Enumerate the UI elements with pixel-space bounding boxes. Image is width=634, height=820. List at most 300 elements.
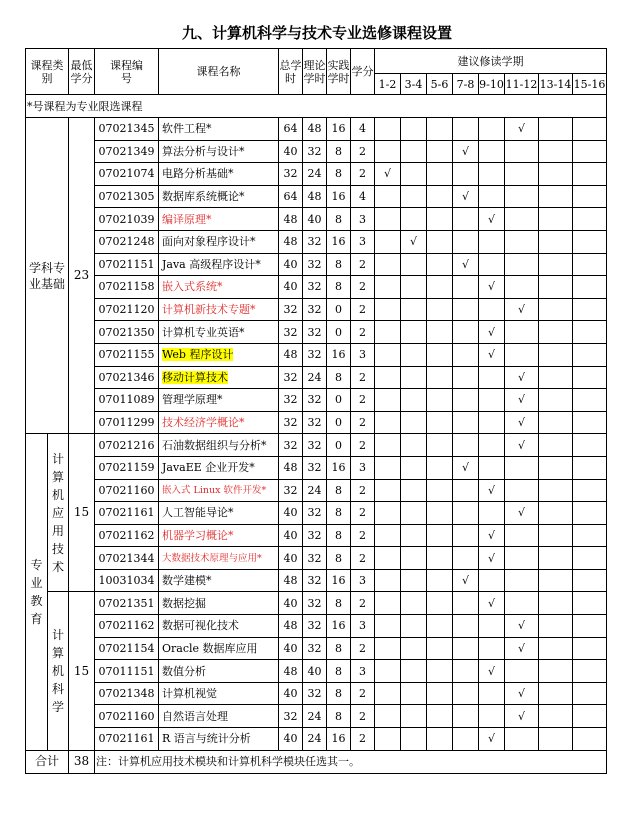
course-name: 技术经济学概论* [162,416,245,430]
course-name-cell [159,163,279,186]
semester-cell [573,253,607,276]
table-row [26,592,607,615]
semester-cell [573,660,607,683]
course-name: 计算机专业英语* [162,325,245,339]
theory-hours: 32 [303,140,327,163]
semester-cell [573,366,607,389]
theory-hours: 32 [303,456,327,479]
semester-cell [375,185,401,208]
total-hours: 32 [279,434,303,457]
check-mark-icon: √ [487,280,495,294]
semester-cell [573,321,607,344]
semester-cell [375,615,401,638]
check-mark-icon: √ [383,167,391,181]
theory-hours: 32 [303,592,327,615]
semester-cell [539,298,573,321]
course-name: 移动计算技术 [162,370,228,384]
semester-cell [539,208,573,231]
semester-cell [375,411,401,434]
practice-hours: 8 [327,682,351,705]
course-name: Java 高级程序设计* [162,257,261,271]
total-hours: 32 [279,321,303,344]
semester-cell [427,705,453,728]
check-mark-icon: √ [487,528,495,542]
course-name-cell [159,366,279,389]
semester-cell [401,411,427,434]
semester-cell [375,682,401,705]
semester-cell [479,230,505,253]
semester-cell [427,253,453,276]
course-name-cell [159,569,279,592]
semester-cell [479,637,505,660]
theory-hours: 24 [303,163,327,186]
semester-cell [427,230,453,253]
semester-cell [505,682,539,705]
semester-cell [539,253,573,276]
semester-cell [375,547,401,570]
course-code: 07021155 [95,343,159,366]
semester-cell [401,253,427,276]
table-row [26,276,607,299]
semester-cell [573,276,607,299]
semester-cell [573,637,607,660]
semester-cell [427,547,453,570]
semester-cell [539,140,573,163]
semester-cell [505,637,539,660]
table-row [26,163,607,186]
course-name: 机器学习概论* [162,528,234,542]
course-code: 07021074 [95,163,159,186]
course-name-cell [159,208,279,231]
semester-cell [401,389,427,412]
category-label: 学科专业基础 [28,260,65,291]
course-name: R 语言与统计分析 [162,732,251,746]
semester-cell [401,682,427,705]
total-note: 注：计算机应用技术模块和计算机科学模块任选其一。 [95,750,607,773]
semester-cell [539,524,573,547]
course-name-cell [159,728,279,751]
credit-value: 2 [351,140,375,163]
min-credit-cell: 15 [69,434,95,592]
semester-cell [401,276,427,299]
semester-cell [505,140,539,163]
total-hours: 48 [279,660,303,683]
semester-cell [479,389,505,412]
theory-hours: 32 [303,411,327,434]
semester-cell [505,253,539,276]
semester-cell [505,411,539,434]
credit-value: 2 [351,389,375,412]
semester-cell [505,321,539,344]
semester-cell [453,569,479,592]
check-mark-icon: √ [517,687,525,701]
course-code: 07021305 [95,185,159,208]
course-code: 07021162 [95,524,159,547]
semester-cell [401,592,427,615]
credit-value: 2 [351,163,375,186]
check-mark-icon: √ [409,235,417,249]
total-hours: 32 [279,389,303,412]
check-mark-icon: √ [517,393,525,407]
credit-value: 2 [351,253,375,276]
credit-value: 2 [351,728,375,751]
semester-cell [401,434,427,457]
credit-value: 2 [351,366,375,389]
semester-cell [573,118,607,141]
semester-cell [453,637,479,660]
table-row [26,479,607,502]
table-row [26,118,607,141]
semester-cell [479,343,505,366]
check-mark-icon: √ [461,257,469,271]
semester-cell [505,456,539,479]
semester-cell [427,343,453,366]
theory-hours: 32 [303,343,327,366]
course-code: 07021344 [95,547,159,570]
total-hours: 40 [279,524,303,547]
semester-cell [505,524,539,547]
semester-cell [539,230,573,253]
practice-hours: 8 [327,637,351,660]
semester-cell [453,479,479,502]
course-name-cell [159,140,279,163]
credit-value: 2 [351,682,375,705]
semester-cell [505,163,539,186]
header-credits: 学分 [351,49,375,95]
practice-hours: 8 [327,366,351,389]
course-name-cell [159,230,279,253]
theory-hours: 32 [303,682,327,705]
semester-cell [401,230,427,253]
course-name-cell [159,592,279,615]
semester-cell [453,682,479,705]
course-name-cell [159,389,279,412]
practice-hours: 0 [327,434,351,457]
semester-cell [427,434,453,457]
course-name: 数据库系统概论* [162,190,245,204]
course-code: 07021248 [95,230,159,253]
course-name: 数据挖掘 [162,596,206,610]
semester-cell [505,118,539,141]
header-semester: 3-4 [401,74,427,95]
semester-cell [401,298,427,321]
table-row [26,705,607,728]
course-name: 数学建模* [162,574,212,588]
table-row [26,321,607,344]
semester-cell [453,434,479,457]
course-code: 07011299 [95,411,159,434]
practice-hours: 16 [327,456,351,479]
semester-cell [573,208,607,231]
total-hours: 40 [279,682,303,705]
course-name-cell [159,434,279,457]
course-code: 07011089 [95,389,159,412]
check-mark-icon: √ [461,144,469,158]
course-name: JavaEE 企业开发* [162,461,255,475]
semester-cell [401,208,427,231]
semester-cell [453,276,479,299]
practice-hours: 8 [327,524,351,547]
course-name-cell [159,479,279,502]
header-name: 课程名称 [159,49,279,95]
course-name: 大数据技术原理与应用* [162,553,262,565]
total-hours: 48 [279,230,303,253]
semester-cell [375,321,401,344]
table-row [26,660,607,683]
semester-cell [479,569,505,592]
total-hours: 64 [279,118,303,141]
course-name: 编译原理* [162,212,212,226]
course-name: 人工智能导论* [162,506,234,520]
semester-cell [375,140,401,163]
table-row [26,389,607,412]
semester-cell [505,660,539,683]
check-mark-icon: √ [517,619,525,633]
practice-hours: 16 [327,185,351,208]
semester-cell [479,547,505,570]
semester-cell [539,185,573,208]
semester-cell [505,547,539,570]
semester-cell [539,705,573,728]
credit-value: 2 [351,637,375,660]
course-code: 07021162 [95,615,159,638]
practice-hours: 16 [327,230,351,253]
semester-cell [539,615,573,638]
min-credit-cell: 15 [69,592,95,750]
semester-cell [401,479,427,502]
credit-value: 2 [351,705,375,728]
practice-hours: 8 [327,140,351,163]
practice-hours: 0 [327,321,351,344]
semester-cell [479,253,505,276]
course-code: 07021161 [95,728,159,751]
course-name: Oracle 数据库应用 [162,641,258,655]
semester-cell [427,660,453,683]
course-name-cell [159,185,279,208]
practice-hours: 0 [327,389,351,412]
semester-cell [401,728,427,751]
course-name: 计算机视觉 [162,687,217,701]
semester-cell [573,592,607,615]
table-row [26,298,607,321]
total-hours: 40 [279,276,303,299]
category-cell [26,434,48,750]
semester-cell [505,389,539,412]
semester-cell [505,298,539,321]
practice-hours: 8 [327,253,351,276]
semester-cell [505,343,539,366]
semester-cell [427,298,453,321]
course-code: 07021345 [95,118,159,141]
semester-cell [573,547,607,570]
course-name-cell [159,705,279,728]
check-mark-icon: √ [487,325,495,339]
check-mark-icon: √ [487,551,495,565]
course-code: 07021349 [95,140,159,163]
semester-cell [539,592,573,615]
semester-cell [539,366,573,389]
credit-value: 2 [351,547,375,570]
course-code: 07021160 [95,705,159,728]
semester-cell [479,479,505,502]
semester-cell [453,524,479,547]
semester-cell [427,682,453,705]
credit-value: 3 [351,343,375,366]
semester-cell [401,321,427,344]
semester-cell [375,163,401,186]
semester-cell [427,502,453,525]
semester-cell [479,660,505,683]
total-hours: 32 [279,705,303,728]
course-name-cell [159,118,279,141]
check-mark-icon: √ [487,212,495,226]
check-mark-icon: √ [517,438,525,452]
semester-cell [401,637,427,660]
semester-cell [573,728,607,751]
semester-cell [539,411,573,434]
semester-cell [573,682,607,705]
table-row [26,524,607,547]
semester-cell [479,728,505,751]
table-row [26,569,607,592]
course-name: Web 程序设计 [162,348,234,362]
semester-cell [375,230,401,253]
semester-cell [505,479,539,502]
semester-cell [539,637,573,660]
semester-cell [453,660,479,683]
theory-hours: 32 [303,434,327,457]
table-row [26,502,607,525]
semester-cell [375,276,401,299]
total-hours: 48 [279,456,303,479]
check-mark-icon: √ [517,506,525,520]
note-text: *号课程为专业限选课程 [26,95,607,118]
semester-cell [573,389,607,412]
semester-cell [401,502,427,525]
total-hours: 32 [279,411,303,434]
table-row [26,411,607,434]
check-mark-icon: √ [487,348,495,362]
header-semester: 7-8 [453,74,479,95]
semester-cell [505,230,539,253]
credit-value: 3 [351,660,375,683]
theory-hours: 32 [303,615,327,638]
credit-value: 2 [351,276,375,299]
course-name-cell [159,321,279,344]
semester-cell [573,343,607,366]
theory-hours: 32 [303,547,327,570]
semester-cell [453,705,479,728]
table-row [26,547,607,570]
semester-cell [401,163,427,186]
course-name-cell [159,637,279,660]
total-hours: 64 [279,185,303,208]
semester-cell [573,479,607,502]
min-credit-cell: 23 [69,118,95,434]
semester-cell [539,276,573,299]
course-code: 07021160 [95,479,159,502]
semester-cell [375,660,401,683]
semester-cell [539,456,573,479]
credit-value: 3 [351,456,375,479]
check-mark-icon: √ [517,303,525,317]
semester-cell [539,118,573,141]
semester-cell [479,615,505,638]
semester-cell [375,366,401,389]
semester-cell [479,502,505,525]
semester-cell [375,208,401,231]
theory-hours: 48 [303,118,327,141]
practice-hours: 8 [327,705,351,728]
check-mark-icon: √ [461,574,469,588]
module-cell [48,434,69,592]
course-name-cell [159,660,279,683]
semester-cell [375,434,401,457]
table-row [26,366,607,389]
semester-cell [505,569,539,592]
total-hours: 40 [279,253,303,276]
semester-cell [401,615,427,638]
practice-hours: 16 [327,728,351,751]
semester-cell [539,321,573,344]
semester-cell [401,569,427,592]
semester-cell [479,682,505,705]
total-hours: 40 [279,637,303,660]
table-row [26,185,607,208]
theory-hours: 32 [303,298,327,321]
module-cell [48,592,69,750]
semester-cell [375,118,401,141]
semester-cell [453,389,479,412]
course-code: 07021346 [95,366,159,389]
theory-hours: 32 [303,253,327,276]
semester-cell [573,230,607,253]
semester-cell [453,253,479,276]
header-semester: 11-12 [505,74,539,95]
semester-cell [427,411,453,434]
semester-cell [427,479,453,502]
course-name: 嵌入式 Linux 软件开发* [162,485,267,497]
semester-cell [453,728,479,751]
semester-cell [505,434,539,457]
semester-cell [505,502,539,525]
semester-cell [453,208,479,231]
semester-cell [479,163,505,186]
credit-value: 2 [351,411,375,434]
table-row [26,208,607,231]
total-hours: 32 [279,366,303,389]
theory-hours: 32 [303,502,327,525]
course-code: 07011151 [95,660,159,683]
practice-hours: 16 [327,118,351,141]
semester-cell [427,569,453,592]
semester-cell [453,321,479,344]
header-semester: 5-6 [427,74,453,95]
theory-hours: 24 [303,479,327,502]
semester-cell [401,140,427,163]
semester-cell [573,569,607,592]
semester-cell [539,682,573,705]
course-code: 07021216 [95,434,159,457]
semester-cell [453,185,479,208]
total-row [26,750,607,773]
semester-cell [539,728,573,751]
total-hours: 40 [279,592,303,615]
check-mark-icon: √ [461,190,469,204]
total-hours: 32 [279,163,303,186]
header-code: 课程编号 [95,49,159,95]
semester-cell [453,592,479,615]
